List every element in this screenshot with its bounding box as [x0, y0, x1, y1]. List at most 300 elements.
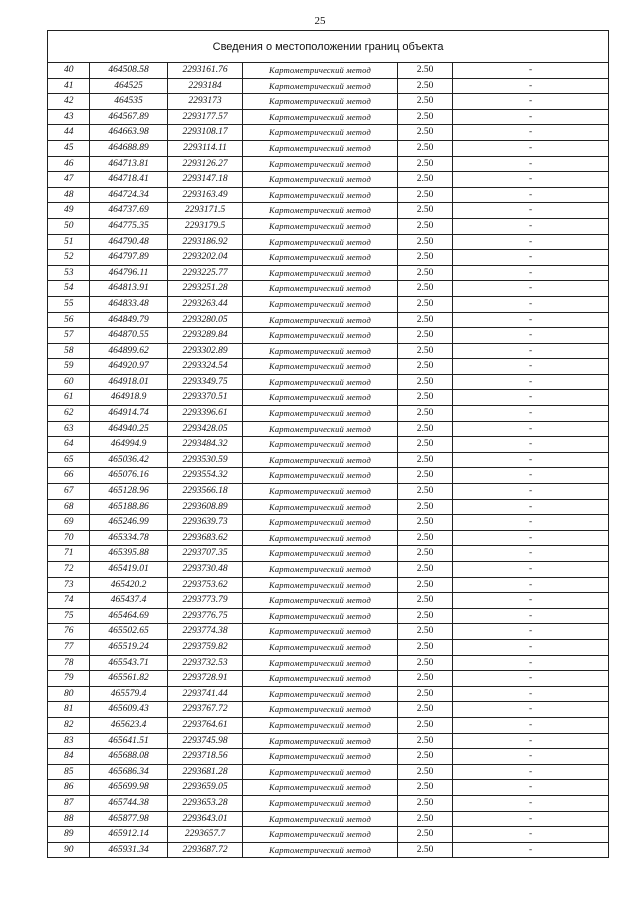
description-cell: - — [453, 406, 609, 422]
accuracy-cell: 2.50 — [398, 593, 453, 609]
x-coordinate-cell: 464994.9 — [90, 437, 168, 453]
description-cell: - — [453, 296, 609, 312]
method-cell: Картометрический метод — [243, 515, 398, 531]
point-number-cell: 70 — [48, 530, 90, 546]
y-coordinate-cell: 2293530.59 — [168, 452, 243, 468]
accuracy-cell: 2.50 — [398, 686, 453, 702]
accuracy-cell: 2.50 — [398, 172, 453, 188]
x-coordinate-cell: 464833.48 — [90, 296, 168, 312]
table-row — [48, 842, 609, 858]
description-cell: - — [453, 312, 609, 328]
method-cell: Картометрический метод — [243, 468, 398, 484]
method-cell: Картометрический метод — [243, 499, 398, 515]
point-number-cell: 86 — [48, 780, 90, 796]
x-coordinate-cell: 464663.98 — [90, 125, 168, 141]
point-number-cell: 46 — [48, 156, 90, 172]
x-coordinate-cell: 465877.98 — [90, 811, 168, 827]
y-coordinate-cell: 2293759.82 — [168, 639, 243, 655]
method-cell: Картометрический метод — [243, 655, 398, 671]
accuracy-cell: 2.50 — [398, 203, 453, 219]
point-number-cell: 64 — [48, 437, 90, 453]
x-coordinate-cell: 464849.79 — [90, 312, 168, 328]
table-row — [48, 218, 609, 234]
method-cell: Картометрический метод — [243, 312, 398, 328]
description-cell: - — [453, 499, 609, 515]
table-row — [48, 63, 609, 79]
point-number-cell: 44 — [48, 125, 90, 141]
description-cell: - — [453, 281, 609, 297]
y-coordinate-cell: 2293289.84 — [168, 328, 243, 344]
table-row — [48, 780, 609, 796]
table-row — [48, 764, 609, 780]
x-coordinate-cell: 464724.34 — [90, 187, 168, 203]
x-coordinate-cell: 464525 — [90, 78, 168, 94]
method-cell: Картометрический метод — [243, 374, 398, 390]
point-number-cell: 73 — [48, 577, 90, 593]
table-row — [48, 203, 609, 219]
accuracy-cell: 2.50 — [398, 562, 453, 578]
table-row — [48, 390, 609, 406]
point-number-cell: 51 — [48, 234, 90, 250]
method-cell: Картометрический метод — [243, 608, 398, 624]
x-coordinate-cell: 465912.14 — [90, 827, 168, 843]
method-cell: Картометрический метод — [243, 452, 398, 468]
point-number-cell: 68 — [48, 499, 90, 515]
x-coordinate-cell: 465931.34 — [90, 842, 168, 858]
y-coordinate-cell: 2293147.18 — [168, 172, 243, 188]
accuracy-cell: 2.50 — [398, 218, 453, 234]
y-coordinate-cell: 2293161.76 — [168, 63, 243, 79]
method-cell: Картометрический метод — [243, 218, 398, 234]
method-cell: Картометрический метод — [243, 624, 398, 640]
accuracy-cell: 2.50 — [398, 390, 453, 406]
table-body — [48, 63, 609, 858]
point-number-cell: 62 — [48, 406, 90, 422]
point-number-cell: 81 — [48, 702, 90, 718]
y-coordinate-cell: 2293302.89 — [168, 343, 243, 359]
method-cell: Картометрический метод — [243, 359, 398, 375]
x-coordinate-cell: 465641.51 — [90, 733, 168, 749]
x-coordinate-cell: 464870.55 — [90, 328, 168, 344]
table-row — [48, 140, 609, 156]
x-coordinate-cell: 465699.98 — [90, 780, 168, 796]
description-cell: - — [453, 437, 609, 453]
method-cell: Картометрический метод — [243, 577, 398, 593]
y-coordinate-cell: 2293718.56 — [168, 749, 243, 765]
method-cell: Картометрический метод — [243, 749, 398, 765]
point-number-cell: 80 — [48, 686, 90, 702]
x-coordinate-cell: 465334.78 — [90, 530, 168, 546]
y-coordinate-cell: 2293108.17 — [168, 125, 243, 141]
x-coordinate-cell: 464567.89 — [90, 109, 168, 125]
x-coordinate-cell: 464940.25 — [90, 421, 168, 437]
accuracy-cell: 2.50 — [398, 63, 453, 79]
y-coordinate-cell: 2293753.62 — [168, 577, 243, 593]
table-row — [48, 593, 609, 609]
point-number-cell: 85 — [48, 764, 90, 780]
point-number-cell: 53 — [48, 265, 90, 281]
accuracy-cell: 2.50 — [398, 406, 453, 422]
x-coordinate-cell: 464918.01 — [90, 374, 168, 390]
accuracy-cell: 2.50 — [398, 234, 453, 250]
accuracy-cell: 2.50 — [398, 374, 453, 390]
x-coordinate-cell: 465246.99 — [90, 515, 168, 531]
table-row — [48, 468, 609, 484]
table-row — [48, 109, 609, 125]
x-coordinate-cell: 464899.62 — [90, 343, 168, 359]
method-cell: Картометрический метод — [243, 109, 398, 125]
accuracy-cell: 2.50 — [398, 421, 453, 437]
method-cell: Картометрический метод — [243, 780, 398, 796]
description-cell: - — [453, 374, 609, 390]
accuracy-cell: 2.50 — [398, 125, 453, 141]
method-cell: Картометрический метод — [243, 733, 398, 749]
method-cell: Картометрический метод — [243, 172, 398, 188]
description-cell: - — [453, 218, 609, 234]
page-number: 25 — [314, 15, 326, 27]
x-coordinate-cell: 465036.42 — [90, 452, 168, 468]
x-coordinate-cell: 465128.96 — [90, 484, 168, 500]
point-number-cell: 50 — [48, 218, 90, 234]
description-cell: - — [453, 468, 609, 484]
accuracy-cell: 2.50 — [398, 250, 453, 266]
y-coordinate-cell: 2293126.27 — [168, 156, 243, 172]
accuracy-cell: 2.50 — [398, 328, 453, 344]
table-row — [48, 717, 609, 733]
description-cell: - — [453, 125, 609, 141]
description-cell: - — [453, 140, 609, 156]
method-cell: Картометрический метод — [243, 140, 398, 156]
y-coordinate-cell: 2293251.28 — [168, 281, 243, 297]
method-cell: Картометрический метод — [243, 484, 398, 500]
table-row — [48, 577, 609, 593]
table-row — [48, 702, 609, 718]
point-number-cell: 88 — [48, 811, 90, 827]
table-row — [48, 655, 609, 671]
point-number-cell: 54 — [48, 281, 90, 297]
boundary-coordinates-table — [47, 30, 609, 858]
table-row — [48, 94, 609, 110]
accuracy-cell: 2.50 — [398, 717, 453, 733]
x-coordinate-cell: 464688.89 — [90, 140, 168, 156]
accuracy-cell: 2.50 — [398, 156, 453, 172]
description-cell: - — [453, 452, 609, 468]
y-coordinate-cell: 2293186.92 — [168, 234, 243, 250]
table-row — [48, 281, 609, 297]
table-row — [48, 749, 609, 765]
description-cell: - — [453, 608, 609, 624]
table-row — [48, 265, 609, 281]
y-coordinate-cell: 2293774.38 — [168, 624, 243, 640]
point-number-cell: 48 — [48, 187, 90, 203]
table-row — [48, 546, 609, 562]
point-number-cell: 84 — [48, 749, 90, 765]
table-row — [48, 343, 609, 359]
method-cell: Картометрический метод — [243, 530, 398, 546]
method-cell: Картометрический метод — [243, 717, 398, 733]
description-cell: - — [453, 577, 609, 593]
y-coordinate-cell: 2293659.05 — [168, 780, 243, 796]
table-row — [48, 530, 609, 546]
point-number-cell: 77 — [48, 639, 90, 655]
x-coordinate-cell: 464790.48 — [90, 234, 168, 250]
description-cell: - — [453, 624, 609, 640]
accuracy-cell: 2.50 — [398, 437, 453, 453]
description-cell: - — [453, 780, 609, 796]
y-coordinate-cell: 2293643.01 — [168, 811, 243, 827]
accuracy-cell: 2.50 — [398, 671, 453, 687]
point-number-cell: 75 — [48, 608, 90, 624]
boundary-table-container — [47, 30, 608, 858]
description-cell: - — [453, 546, 609, 562]
point-number-cell: 60 — [48, 374, 90, 390]
description-cell: - — [453, 343, 609, 359]
y-coordinate-cell: 2293396.61 — [168, 406, 243, 422]
description-cell: - — [453, 702, 609, 718]
accuracy-cell: 2.50 — [398, 515, 453, 531]
x-coordinate-cell: 464918.9 — [90, 390, 168, 406]
accuracy-cell: 2.50 — [398, 608, 453, 624]
x-coordinate-cell: 465623.4 — [90, 717, 168, 733]
table-row — [48, 421, 609, 437]
x-coordinate-cell: 465502.65 — [90, 624, 168, 640]
table-row — [48, 312, 609, 328]
point-number-cell: 52 — [48, 250, 90, 266]
x-coordinate-cell: 465437.4 — [90, 593, 168, 609]
description-cell: - — [453, 328, 609, 344]
point-number-cell: 41 — [48, 78, 90, 94]
accuracy-cell: 2.50 — [398, 733, 453, 749]
description-cell: - — [453, 842, 609, 858]
point-number-cell: 43 — [48, 109, 90, 125]
x-coordinate-cell: 465419.01 — [90, 562, 168, 578]
description-cell: - — [453, 172, 609, 188]
description-cell: - — [453, 203, 609, 219]
y-coordinate-cell: 2293554.32 — [168, 468, 243, 484]
point-number-cell: 74 — [48, 593, 90, 609]
x-coordinate-cell: 465686.34 — [90, 764, 168, 780]
table-row — [48, 156, 609, 172]
accuracy-cell: 2.50 — [398, 296, 453, 312]
method-cell: Картометрический метод — [243, 187, 398, 203]
description-cell: - — [453, 109, 609, 125]
point-number-cell: 76 — [48, 624, 90, 640]
accuracy-cell: 2.50 — [398, 499, 453, 515]
accuracy-cell: 2.50 — [398, 780, 453, 796]
method-cell: Картометрический метод — [243, 250, 398, 266]
accuracy-cell: 2.50 — [398, 842, 453, 858]
point-number-cell: 59 — [48, 359, 90, 375]
y-coordinate-cell: 2293177.57 — [168, 109, 243, 125]
y-coordinate-cell: 2293608.89 — [168, 499, 243, 515]
accuracy-cell: 2.50 — [398, 187, 453, 203]
table-row — [48, 686, 609, 702]
table-row — [48, 374, 609, 390]
method-cell: Картометрический метод — [243, 764, 398, 780]
method-cell: Картометрический метод — [243, 671, 398, 687]
point-number-cell: 42 — [48, 94, 90, 110]
description-cell: - — [453, 530, 609, 546]
description-cell: - — [453, 827, 609, 843]
description-cell: - — [453, 94, 609, 110]
description-cell: - — [453, 515, 609, 531]
point-number-cell: 82 — [48, 717, 90, 733]
description-cell: - — [453, 187, 609, 203]
x-coordinate-cell: 464775.35 — [90, 218, 168, 234]
point-number-cell: 90 — [48, 842, 90, 858]
description-cell: - — [453, 250, 609, 266]
x-coordinate-cell: 464718.41 — [90, 172, 168, 188]
method-cell: Картометрический метод — [243, 125, 398, 141]
y-coordinate-cell: 2293428.05 — [168, 421, 243, 437]
y-coordinate-cell: 2293707.35 — [168, 546, 243, 562]
table-row — [48, 172, 609, 188]
accuracy-cell: 2.50 — [398, 827, 453, 843]
method-cell: Картометрический метод — [243, 328, 398, 344]
method-cell: Картометрический метод — [243, 827, 398, 843]
accuracy-cell: 2.50 — [398, 655, 453, 671]
x-coordinate-cell: 465395.88 — [90, 546, 168, 562]
y-coordinate-cell: 2293681.28 — [168, 764, 243, 780]
point-number-cell: 58 — [48, 343, 90, 359]
point-number-cell: 57 — [48, 328, 90, 344]
description-cell: - — [453, 421, 609, 437]
table-row — [48, 250, 609, 266]
x-coordinate-cell: 465519.24 — [90, 639, 168, 655]
y-coordinate-cell: 2293179.5 — [168, 218, 243, 234]
accuracy-cell: 2.50 — [398, 702, 453, 718]
accuracy-cell: 2.50 — [398, 109, 453, 125]
point-number-cell: 49 — [48, 203, 90, 219]
table-row — [48, 827, 609, 843]
x-coordinate-cell: 464914.74 — [90, 406, 168, 422]
point-number-cell: 45 — [48, 140, 90, 156]
table-row — [48, 406, 609, 422]
point-number-cell: 72 — [48, 562, 90, 578]
point-number-cell: 78 — [48, 655, 90, 671]
method-cell: Картометрический метод — [243, 406, 398, 422]
point-number-cell: 89 — [48, 827, 90, 843]
y-coordinate-cell: 2293280.05 — [168, 312, 243, 328]
description-cell: - — [453, 671, 609, 687]
y-coordinate-cell: 2293173 — [168, 94, 243, 110]
point-number-cell: 56 — [48, 312, 90, 328]
table-row — [48, 484, 609, 500]
accuracy-cell: 2.50 — [398, 359, 453, 375]
y-coordinate-cell: 2293732.53 — [168, 655, 243, 671]
y-coordinate-cell: 2293653.28 — [168, 795, 243, 811]
method-cell: Картометрический метод — [243, 546, 398, 562]
y-coordinate-cell: 2293728.91 — [168, 671, 243, 687]
description-cell: - — [453, 234, 609, 250]
x-coordinate-cell: 464920.97 — [90, 359, 168, 375]
accuracy-cell: 2.50 — [398, 484, 453, 500]
y-coordinate-cell: 2293767.72 — [168, 702, 243, 718]
y-coordinate-cell: 2293163.49 — [168, 187, 243, 203]
x-coordinate-cell: 464713.81 — [90, 156, 168, 172]
method-cell: Картометрический метод — [243, 234, 398, 250]
method-cell: Картометрический метод — [243, 296, 398, 312]
y-coordinate-cell: 2293730.48 — [168, 562, 243, 578]
method-cell: Картометрический метод — [243, 795, 398, 811]
method-cell: Картометрический метод — [243, 562, 398, 578]
point-number-cell: 61 — [48, 390, 90, 406]
y-coordinate-cell: 2293484.32 — [168, 437, 243, 453]
table-row — [48, 562, 609, 578]
y-coordinate-cell: 2293202.04 — [168, 250, 243, 266]
point-number-cell: 47 — [48, 172, 90, 188]
x-coordinate-cell: 465579.4 — [90, 686, 168, 702]
point-number-cell: 67 — [48, 484, 90, 500]
description-cell: - — [453, 717, 609, 733]
x-coordinate-cell: 465188.86 — [90, 499, 168, 515]
point-number-cell: 83 — [48, 733, 90, 749]
y-coordinate-cell: 2293764.61 — [168, 717, 243, 733]
x-coordinate-cell: 464737.69 — [90, 203, 168, 219]
description-cell: - — [453, 811, 609, 827]
method-cell: Картометрический метод — [243, 78, 398, 94]
accuracy-cell: 2.50 — [398, 468, 453, 484]
accuracy-cell: 2.50 — [398, 281, 453, 297]
table-row — [48, 499, 609, 515]
table-row — [48, 733, 609, 749]
point-number-cell: 79 — [48, 671, 90, 687]
table-row — [48, 234, 609, 250]
accuracy-cell: 2.50 — [398, 577, 453, 593]
accuracy-cell: 2.50 — [398, 265, 453, 281]
accuracy-cell: 2.50 — [398, 94, 453, 110]
accuracy-cell: 2.50 — [398, 749, 453, 765]
x-coordinate-cell: 464797.89 — [90, 250, 168, 266]
method-cell: Картометрический метод — [243, 265, 398, 281]
method-cell: Картометрический метод — [243, 686, 398, 702]
accuracy-cell: 2.50 — [398, 546, 453, 562]
method-cell: Картометрический метод — [243, 390, 398, 406]
y-coordinate-cell: 2293225.77 — [168, 265, 243, 281]
table-row — [48, 515, 609, 531]
description-cell: - — [453, 78, 609, 94]
description-cell: - — [453, 639, 609, 655]
accuracy-cell: 2.50 — [398, 624, 453, 640]
accuracy-cell: 2.50 — [398, 78, 453, 94]
table-title: Сведения о местоположении границ объекта — [48, 31, 609, 63]
point-number-cell: 87 — [48, 795, 90, 811]
method-cell: Картометрический метод — [243, 343, 398, 359]
table-row — [48, 125, 609, 141]
accuracy-cell: 2.50 — [398, 343, 453, 359]
accuracy-cell: 2.50 — [398, 795, 453, 811]
x-coordinate-cell: 464796.11 — [90, 265, 168, 281]
y-coordinate-cell: 2293639.73 — [168, 515, 243, 531]
x-coordinate-cell: 464535 — [90, 94, 168, 110]
point-number-cell: 69 — [48, 515, 90, 531]
table-row — [48, 639, 609, 655]
method-cell: Картометрический метод — [243, 63, 398, 79]
accuracy-cell: 2.50 — [398, 764, 453, 780]
y-coordinate-cell: 2293184 — [168, 78, 243, 94]
method-cell: Картометрический метод — [243, 593, 398, 609]
point-number-cell: 71 — [48, 546, 90, 562]
method-cell: Картометрический метод — [243, 281, 398, 297]
method-cell: Картометрический метод — [243, 811, 398, 827]
point-number-cell: 65 — [48, 452, 90, 468]
description-cell: - — [453, 593, 609, 609]
y-coordinate-cell: 2293566.18 — [168, 484, 243, 500]
x-coordinate-cell: 465464.69 — [90, 608, 168, 624]
method-cell: Картометрический метод — [243, 421, 398, 437]
x-coordinate-cell: 464508.58 — [90, 63, 168, 79]
table-row — [48, 795, 609, 811]
